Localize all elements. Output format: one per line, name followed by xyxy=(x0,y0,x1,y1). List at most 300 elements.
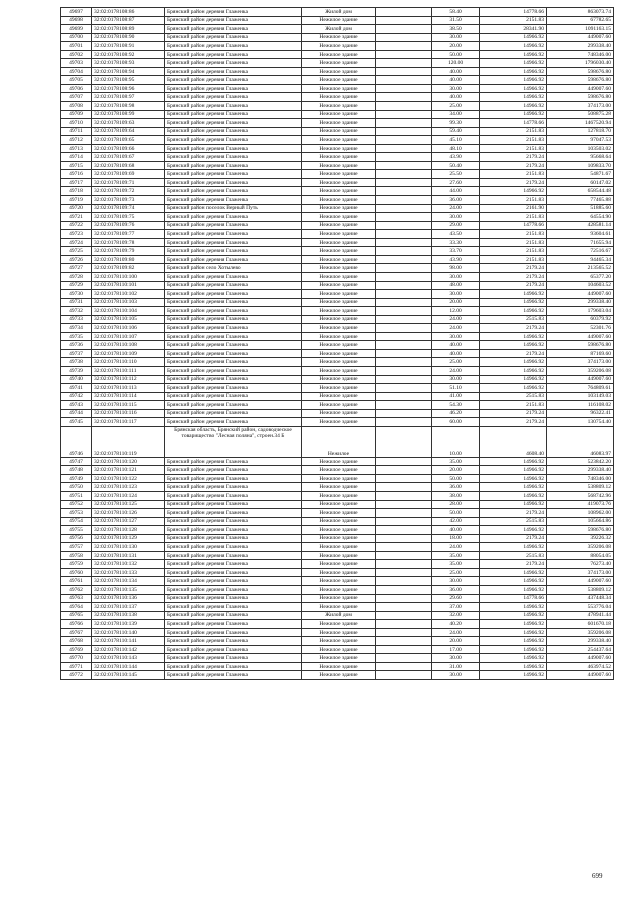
cadastral-value-cell: 72516.67 xyxy=(547,247,614,256)
object-type-cell: Нежилое здание xyxy=(302,16,376,25)
table-row xyxy=(61,153,614,162)
address-cell: Брянский район деревня Глаженка xyxy=(165,221,302,230)
address-cell: Брянский район деревня Глаженка xyxy=(165,628,302,637)
area-cell: 36.00 xyxy=(432,483,480,492)
area-cell: 25.00 xyxy=(432,358,480,367)
cadastral-number-cell: 32:02:0178110:134 xyxy=(92,577,165,586)
row-number-cell: 49726 xyxy=(61,255,92,264)
row-number-cell: 49699 xyxy=(61,25,92,34)
object-type-cell: Нежилое здание xyxy=(302,491,376,500)
object-type-cell: Нежилое здание xyxy=(302,230,376,239)
blank-cell xyxy=(376,418,432,427)
area-cell: 59.40 xyxy=(432,127,480,136)
row-number-cell: 49756 xyxy=(61,534,92,543)
area-cell: 24.00 xyxy=(432,315,480,324)
cadastral-number-cell: 32:02:0178108:97 xyxy=(92,93,165,102)
blank-cell xyxy=(376,375,432,384)
area-cell: 30.00 xyxy=(432,654,480,663)
blank-cell xyxy=(376,620,432,629)
row-number-cell: 49724 xyxy=(61,238,92,247)
unit-value-cell: 14966.92 xyxy=(480,59,547,68)
address-cell: Брянский район поселок Верный Путь xyxy=(165,204,302,213)
unit-value-cell: 4608.40 xyxy=(480,426,547,457)
blank-cell xyxy=(376,543,432,552)
cadastral-value-cell: 478941.44 xyxy=(547,611,614,620)
blank-cell xyxy=(376,272,432,281)
table-row xyxy=(61,247,614,256)
unit-value-cell: 14966.92 xyxy=(480,491,547,500)
object-type-cell: Нежилое здание xyxy=(302,315,376,324)
object-type-cell: Нежилое здание xyxy=(302,517,376,526)
cadastral-value-cell: 601670.18 xyxy=(547,620,614,629)
cadastral-value-cell: 598676.80 xyxy=(547,76,614,85)
address-cell: Брянский район деревня Глаженка xyxy=(165,671,302,680)
address-cell: Брянский район деревня Глаженка xyxy=(165,577,302,586)
unit-value-cell: 2151.83 xyxy=(480,170,547,179)
cadastral-number-cell: 32:02:0178109:77 xyxy=(92,230,165,239)
cadastral-value-cell: 299338.40 xyxy=(547,298,614,307)
object-type-cell: Нежилое здание xyxy=(302,119,376,128)
table-row xyxy=(61,298,614,307)
cadastral-number-cell: 32:02:0178108:93 xyxy=(92,59,165,68)
cadastral-value-cell: 1091163.15 xyxy=(547,25,614,34)
table-row xyxy=(61,594,614,603)
blank-cell xyxy=(376,153,432,162)
cadastral-value-cell: 254437.64 xyxy=(547,645,614,654)
blank-cell xyxy=(376,358,432,367)
table-row xyxy=(61,426,614,457)
row-number-cell: 49710 xyxy=(61,119,92,128)
address-cell: Брянский район деревня Глаженка xyxy=(165,136,302,145)
object-type-cell: Нежилое здание xyxy=(302,526,376,535)
row-number-cell: 49743 xyxy=(61,401,92,410)
object-type-cell: Нежилое здание xyxy=(302,457,376,466)
address-cell: Брянский район деревня Глаженка xyxy=(165,543,302,552)
table-row xyxy=(61,611,614,620)
blank-cell xyxy=(376,500,432,509)
unit-value-cell: 2161.90 xyxy=(480,204,547,213)
object-type-cell: Нежилое здание xyxy=(302,392,376,401)
object-type-cell: Нежилое здание xyxy=(302,178,376,187)
cadastral-value-cell: 179603.04 xyxy=(547,307,614,316)
cadastral-value-cell: 1796030.40 xyxy=(547,59,614,68)
blank-cell xyxy=(376,366,432,375)
cadastral-number-cell: 32:02:0178110:139 xyxy=(92,620,165,629)
unit-value-cell: 14966.92 xyxy=(480,67,547,76)
cadastral-number-cell: 32:02:0178110:125 xyxy=(92,500,165,509)
area-cell: 30.00 xyxy=(432,671,480,680)
cadastral-number-cell: 32:02:0178108:89 xyxy=(92,25,165,34)
table-row xyxy=(61,170,614,179)
object-type-cell: Нежилое здание xyxy=(302,281,376,290)
area-cell: 40.00 xyxy=(432,526,480,535)
table-body xyxy=(61,8,614,680)
unit-value-cell: 14966.92 xyxy=(480,375,547,384)
object-type-cell: Нежилое здание xyxy=(302,534,376,543)
page-number: 699 xyxy=(592,872,603,880)
object-type-cell: Нежилое здание xyxy=(302,586,376,595)
cadastral-value-cell: 437448.34 xyxy=(547,594,614,603)
area-cell: 10.00 xyxy=(432,426,480,457)
cadastral-value-table xyxy=(60,7,614,680)
object-type-cell: Нежилое здание xyxy=(302,509,376,518)
table-row xyxy=(61,136,614,145)
object-type-cell: Нежилое здание xyxy=(302,127,376,136)
table-row xyxy=(61,332,614,341)
cadastral-value-cell: 374173.00 xyxy=(547,568,614,577)
cadastral-number-cell: 32:02:0178109:71 xyxy=(92,178,165,187)
cadastral-number-cell: 32:02:0178110:105 xyxy=(92,315,165,324)
row-number-cell: 49717 xyxy=(61,178,92,187)
address-cell: Брянский район деревня Глаженка xyxy=(165,76,302,85)
unit-value-cell: 14966.92 xyxy=(480,366,547,375)
cadastral-number-cell: 32:02:0178109:73 xyxy=(92,196,165,205)
object-type-cell: Нежилое здание xyxy=(302,341,376,350)
unit-value-cell: 2151.83 xyxy=(480,238,547,247)
cadastral-number-cell: 32:02:0178110:119 xyxy=(92,426,165,457)
unit-value-cell: 2179.24 xyxy=(480,153,547,162)
row-number-cell: 49738 xyxy=(61,358,92,367)
row-number-cell: 49702 xyxy=(61,50,92,59)
row-number-cell: 49713 xyxy=(61,144,92,153)
table-row xyxy=(61,586,614,595)
row-number-cell: 49722 xyxy=(61,221,92,230)
address-cell: Брянский район деревня Глаженка xyxy=(165,500,302,509)
area-cell: 35.00 xyxy=(432,551,480,560)
cadastral-value-cell: 374173.00 xyxy=(547,358,614,367)
unit-value-cell: 2179.24 xyxy=(480,324,547,333)
address-cell: Брянский район деревня Глаженка xyxy=(165,272,302,281)
blank-cell xyxy=(376,238,432,247)
row-number-cell: 49741 xyxy=(61,384,92,393)
cadastral-number-cell: 32:02:0178109:65 xyxy=(92,136,165,145)
table-row xyxy=(61,671,614,680)
address-cell: Брянский район деревня Глаженка xyxy=(165,119,302,128)
row-number-cell: 49707 xyxy=(61,93,92,102)
row-number-cell: 49716 xyxy=(61,170,92,179)
row-number-cell: 49723 xyxy=(61,230,92,239)
blank-cell xyxy=(376,392,432,401)
row-number-cell: 49751 xyxy=(61,491,92,500)
cadastral-value-cell: 359206.08 xyxy=(547,543,614,552)
area-cell: 41.00 xyxy=(432,392,480,401)
blank-cell xyxy=(376,50,432,59)
address-cell: Брянский район деревня Глаженка xyxy=(165,298,302,307)
address-cell: Брянский район деревня Глаженка xyxy=(165,409,302,418)
area-cell: 29.00 xyxy=(432,221,480,230)
blank-cell xyxy=(376,213,432,222)
object-type-cell: Нежилое здание xyxy=(302,272,376,281)
unit-value-cell: 14966.92 xyxy=(480,543,547,552)
table-row xyxy=(61,50,614,59)
table-row xyxy=(61,8,614,17)
cadastral-number-cell: 32:02:0178108:87 xyxy=(92,16,165,25)
cadastral-number-cell: 32:02:0178110:101 xyxy=(92,281,165,290)
unit-value-cell: 2179.24 xyxy=(480,534,547,543)
table-row xyxy=(61,255,614,264)
blank-cell xyxy=(376,290,432,299)
object-type-cell: Нежилое здание xyxy=(302,654,376,663)
cadastral-number-cell: 32:02:0178109:82 xyxy=(92,264,165,273)
cadastral-number-cell: 32:02:0178110:108 xyxy=(92,341,165,350)
object-type-cell: Нежилое здание xyxy=(302,93,376,102)
address-cell: Брянский район деревня Глаженка xyxy=(165,645,302,654)
blank-cell xyxy=(376,491,432,500)
row-number-cell: 49727 xyxy=(61,264,92,273)
cadastral-value-cell: 449007.60 xyxy=(547,33,614,42)
unit-value-cell: 14966.92 xyxy=(480,586,547,595)
row-number-cell: 49754 xyxy=(61,517,92,526)
area-cell: 24.00 xyxy=(432,628,480,637)
cadastral-number-cell: 32:02:0178110:115 xyxy=(92,401,165,410)
unit-value-cell: 14966.92 xyxy=(480,33,547,42)
cadastral-value-cell: 109833.70 xyxy=(547,161,614,170)
area-cell: 54.30 xyxy=(432,401,480,410)
address-cell: Брянский район деревня Глаженка xyxy=(165,102,302,111)
cadastral-number-cell: 32:02:0178110:121 xyxy=(92,466,165,475)
row-number-cell: 49747 xyxy=(61,457,92,466)
unit-value-cell: 14966.92 xyxy=(480,187,547,196)
row-number-cell: 49744 xyxy=(61,409,92,418)
table-row xyxy=(61,517,614,526)
unit-value-cell: 14966.92 xyxy=(480,526,547,535)
cadastral-value-cell: 51885.60 xyxy=(547,204,614,213)
cadastral-value-cell: 523842.20 xyxy=(547,457,614,466)
address-cell: Брянский район деревня Глаженка xyxy=(165,401,302,410)
cadastral-value-cell: 374173.00 xyxy=(547,102,614,111)
row-number-cell: 49700 xyxy=(61,33,92,42)
row-number-cell: 49734 xyxy=(61,324,92,333)
table-row xyxy=(61,457,614,466)
cadastral-number-cell: 32:02:0178110:122 xyxy=(92,474,165,483)
cadastral-number-cell: 32:02:0178109:78 xyxy=(92,238,165,247)
table-row xyxy=(61,59,614,68)
cadastral-value-cell: 94465.34 xyxy=(547,255,614,264)
address-cell: Брянский район деревня Глаженка xyxy=(165,509,302,518)
unit-value-cell: 2515.83 xyxy=(480,551,547,560)
blank-cell xyxy=(376,324,432,333)
unit-value-cell: 14778.66 xyxy=(480,8,547,17)
blank-cell xyxy=(376,671,432,680)
unit-value-cell: 14966.92 xyxy=(480,102,547,111)
unit-value-cell: 14966.92 xyxy=(480,483,547,492)
table-row xyxy=(61,110,614,119)
blank-cell xyxy=(376,509,432,518)
object-type-cell: Нежилое здание xyxy=(302,543,376,552)
blank-cell xyxy=(376,221,432,230)
unit-value-cell: 14966.92 xyxy=(480,611,547,620)
blank-cell xyxy=(376,611,432,620)
row-number-cell: 49763 xyxy=(61,594,92,603)
object-type-cell: Жилой дом xyxy=(302,25,376,34)
row-number-cell: 49736 xyxy=(61,341,92,350)
unit-value-cell: 14966.92 xyxy=(480,332,547,341)
address-cell: Брянский район деревня Глаженка xyxy=(165,375,302,384)
address-cell: Брянский район деревня Глаженка xyxy=(165,50,302,59)
unit-value-cell: 14966.92 xyxy=(480,603,547,612)
cadastral-value-cell: 359206.08 xyxy=(547,366,614,375)
address-cell: Брянский район деревня Глаженка xyxy=(165,603,302,612)
area-cell: 45.10 xyxy=(432,136,480,145)
cadastral-number-cell: 32:02:0178110:131 xyxy=(92,551,165,560)
address-cell: Брянский район деревня Глаженка xyxy=(165,662,302,671)
table-row xyxy=(61,315,614,324)
row-number-cell: 49748 xyxy=(61,466,92,475)
area-cell: 50.00 xyxy=(432,509,480,518)
object-type-cell: Нежилое здание xyxy=(302,500,376,509)
area-cell: 51.10 xyxy=(432,384,480,393)
address-cell: Брянский район деревня Глаженка xyxy=(165,127,302,136)
area-cell: 58.40 xyxy=(432,8,480,17)
cadastral-number-cell: 32:02:0178110:113 xyxy=(92,384,165,393)
blank-cell xyxy=(376,315,432,324)
object-type-cell: Нежилое здание xyxy=(302,568,376,577)
area-cell: 46.20 xyxy=(432,409,480,418)
table-row xyxy=(61,119,614,128)
blank-cell xyxy=(376,25,432,34)
unit-value-cell: 14966.92 xyxy=(480,620,547,629)
table-row xyxy=(61,543,614,552)
object-type-cell: Нежилое здание xyxy=(302,375,376,384)
address-cell: Брянский район деревня Глаженка xyxy=(165,517,302,526)
object-type-cell: Нежилое здание xyxy=(302,409,376,418)
unit-value-cell: 14966.92 xyxy=(480,384,547,393)
cadastral-value-cell: 97047.53 xyxy=(547,136,614,145)
address-cell: Брянский район деревня Глаженка xyxy=(165,161,302,170)
object-type-cell: Нежилое здание xyxy=(302,620,376,629)
table-row xyxy=(61,272,614,281)
row-number-cell: 49769 xyxy=(61,645,92,654)
blank-cell xyxy=(376,603,432,612)
cadastral-value-cell: 598676.80 xyxy=(547,67,614,76)
cadastral-number-cell: 32:02:0178110:128 xyxy=(92,526,165,535)
area-cell: 20.00 xyxy=(432,637,480,646)
object-type-cell: Нежилое здание xyxy=(302,255,376,264)
unit-value-cell: 2179.24 xyxy=(480,264,547,273)
object-type-cell: Нежилое здание xyxy=(302,594,376,603)
area-cell: 27.60 xyxy=(432,178,480,187)
area-cell: 43.50 xyxy=(432,230,480,239)
cadastral-number-cell: 32:02:0178108:94 xyxy=(92,67,165,76)
cadastral-value-cell: 39226.32 xyxy=(547,534,614,543)
unit-value-cell: 2151.83 xyxy=(480,247,547,256)
object-type-cell: Нежилое здание xyxy=(302,401,376,410)
address-cell: Брянский район деревня Глаженка xyxy=(165,349,302,358)
address-cell: Брянский район деревня Глаженка xyxy=(165,196,302,205)
cadastral-value-cell: 64554.90 xyxy=(547,213,614,222)
table-row xyxy=(61,645,614,654)
area-cell: 35.00 xyxy=(432,560,480,569)
unit-value-cell: 2179.24 xyxy=(480,509,547,518)
unit-value-cell: 2151.83 xyxy=(480,213,547,222)
table-row xyxy=(61,76,614,85)
cadastral-number-cell: 32:02:0178110:110 xyxy=(92,358,165,367)
object-type-cell: Нежилое здание xyxy=(302,324,376,333)
table-row xyxy=(61,384,614,393)
cadastral-value-cell: 598676.80 xyxy=(547,93,614,102)
object-type-cell: Нежилое здание xyxy=(302,213,376,222)
unit-value-cell: 2179.24 xyxy=(480,349,547,358)
cadastral-number-cell: 32:02:0178110:135 xyxy=(92,586,165,595)
area-cell: 25.00 xyxy=(432,568,480,577)
blank-cell xyxy=(376,577,432,586)
blank-cell xyxy=(376,255,432,264)
cadastral-number-cell: 32:02:0178110:114 xyxy=(92,392,165,401)
blank-cell xyxy=(376,298,432,307)
cadastral-number-cell: 32:02:0178110:102 xyxy=(92,290,165,299)
blank-cell xyxy=(376,42,432,51)
row-number-cell: 49714 xyxy=(61,153,92,162)
cadastral-number-cell: 32:02:0178108:92 xyxy=(92,50,165,59)
address-cell: Брянский район деревня Глаженка xyxy=(165,281,302,290)
object-type-cell: Нежилое здание xyxy=(302,102,376,111)
table-row xyxy=(61,16,614,25)
area-cell: 38.00 xyxy=(432,491,480,500)
table-row xyxy=(61,33,614,42)
row-number-cell: 49730 xyxy=(61,290,92,299)
table-row xyxy=(61,93,614,102)
object-type-cell: Нежилое здание xyxy=(302,204,376,213)
area-cell: 24.00 xyxy=(432,204,480,213)
object-type-cell: Нежилое здание xyxy=(302,76,376,85)
cadastral-value-cell: 54871.67 xyxy=(547,170,614,179)
area-cell: 30.00 xyxy=(432,33,480,42)
cadastral-number-cell: 32:02:0178110:103 xyxy=(92,298,165,307)
blank-cell xyxy=(376,16,432,25)
address-cell: Брянский район деревня Глаженка xyxy=(165,42,302,51)
table-row xyxy=(61,127,614,136)
cadastral-value-cell: 553776.04 xyxy=(547,603,614,612)
cadastral-value-cell: 538809.12 xyxy=(547,483,614,492)
row-number-cell: 49706 xyxy=(61,84,92,93)
area-cell: 20.00 xyxy=(432,466,480,475)
row-number-cell: 49718 xyxy=(61,187,92,196)
blank-cell xyxy=(376,76,432,85)
cadastral-value-cell: 598676.80 xyxy=(547,526,614,535)
blank-cell xyxy=(376,67,432,76)
object-type-cell: Нежилое здание xyxy=(302,418,376,427)
address-cell: Брянский район деревня Глаженка xyxy=(165,418,302,427)
blank-cell xyxy=(376,119,432,128)
address-cell: Брянский район деревня Глаженка xyxy=(165,144,302,153)
area-cell: 33.70 xyxy=(432,247,480,256)
blank-cell xyxy=(376,401,432,410)
cadastral-value-cell: 449007.60 xyxy=(547,577,614,586)
cadastral-value-cell: 46083.97 xyxy=(547,426,614,457)
table-row xyxy=(61,466,614,475)
address-cell: Брянская область, Брянский район, садоводческое товарищество "Лесная поляна", строен.34 Б xyxy=(165,426,302,457)
object-type-cell: Нежилое здание xyxy=(302,603,376,612)
row-number-cell: 49771 xyxy=(61,662,92,671)
cadastral-value-cell: 299338.40 xyxy=(547,466,614,475)
unit-value-cell: 2179.24 xyxy=(480,418,547,427)
row-number-cell: 49764 xyxy=(61,603,92,612)
area-cell: 30.00 xyxy=(432,290,480,299)
unit-value-cell: 14966.92 xyxy=(480,93,547,102)
table-row xyxy=(61,84,614,93)
area-cell: 29.60 xyxy=(432,594,480,603)
unit-value-cell: 2515.83 xyxy=(480,315,547,324)
object-type-cell: Нежилое здание xyxy=(302,560,376,569)
unit-value-cell: 14966.92 xyxy=(480,662,547,671)
unit-value-cell: 14778.66 xyxy=(480,594,547,603)
row-number-cell: 49766 xyxy=(61,620,92,629)
cadastral-number-cell: 32:02:0178110:116 xyxy=(92,409,165,418)
cadastral-number-cell: 32:02:0178110:132 xyxy=(92,560,165,569)
blank-cell xyxy=(376,594,432,603)
cadastral-value-cell: 568742.96 xyxy=(547,491,614,500)
table-row xyxy=(61,474,614,483)
